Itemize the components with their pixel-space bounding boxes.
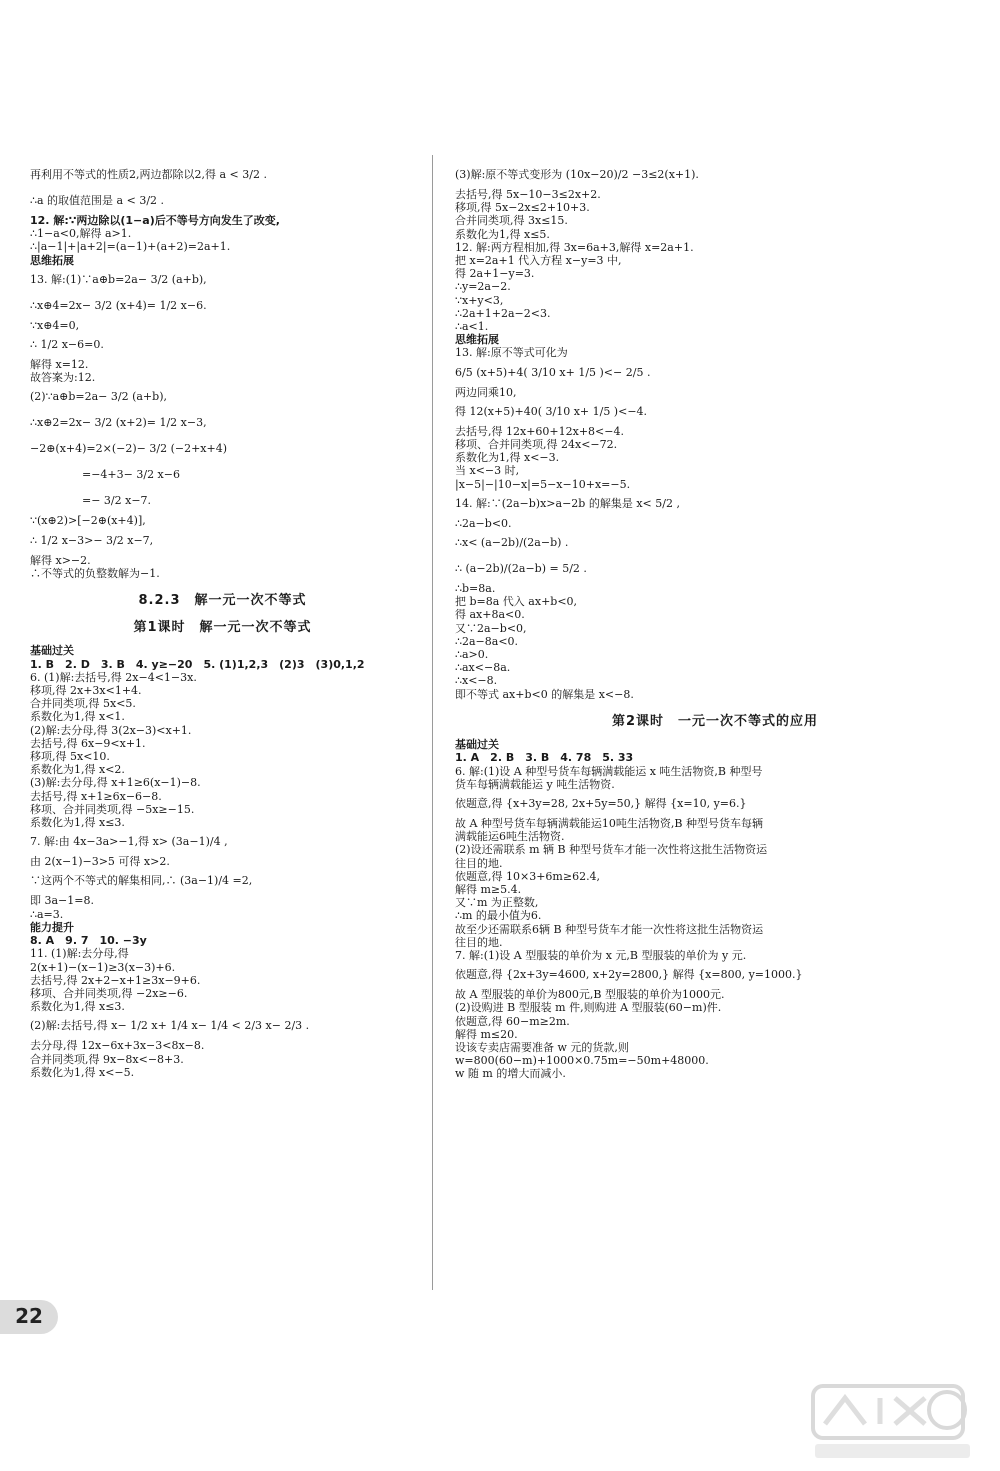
answer-line: 移项,得 5x<10. <box>30 750 110 764</box>
answer-line: 去括号,得 x+1≥6x−6−8. <box>30 789 162 803</box>
answer-line: 1. B 2. D 3. B 4. y≥−20 5. (1)1,2,3 (2)3 (3)0,1,2 <box>30 657 365 671</box>
answer-line: ∴不等式的负整数解为−1. <box>30 566 160 580</box>
answer-line: ∴a<1. <box>455 320 489 334</box>
answer-line: ∴2a−8a<0. <box>455 634 519 648</box>
answer-line: =−4+3− 3/2 x−6 <box>82 468 180 482</box>
lesson2-title: 第2课时 一元一次不等式的应用 <box>611 713 819 729</box>
answer-line: 移项、合并同类项,得 −5x≥−15. <box>30 802 195 816</box>
answer-line: 去括号,得 6x−9<x+1. <box>30 736 146 750</box>
answer-line: 系数化为1,得 x<1. <box>30 710 125 724</box>
answer-line: 12. 解:∵两边除以(1−a)后不等号方向发生了改变, <box>30 214 280 227</box>
answer-line: 解得 x=12. <box>30 358 89 372</box>
answer-line: 即 3a−1=8. <box>30 894 94 908</box>
answer-line: (2)设购进 B 型服装 m 件,则购进 A 型服装(60−m)件. <box>455 1001 722 1015</box>
answer-line: 6/5 (x+5)+4( 3/10 x+ 1/5 )<− 2/5 . <box>455 365 651 379</box>
answer-line: ∴2a−b<0. <box>455 516 512 530</box>
answer-line: 再利用不等式的性质2,两边都除以2,得 a < 3/2 . <box>30 168 267 181</box>
answer-line: ∴a 的取值范围是 a < 3/2 . <box>30 194 165 207</box>
answer-line: (3)解:去分母,得 x+1≥6(x−1)−8. <box>30 776 201 790</box>
answer-line: 移项、合并同类项,得 24x<−72. <box>455 438 618 452</box>
answer-line: 去括号,得 12x+60+12x+8<−4. <box>455 424 624 438</box>
answer-line: 1. A 2. B 3. B 4. 78 5. 33 <box>455 751 634 765</box>
watermark-icon <box>805 1380 980 1465</box>
answer-line: 货车每辆满载能运 y 吨生活物资. <box>455 777 615 791</box>
lesson1-answers <box>30 644 415 1078</box>
answer-line: 依题意,得 {x+3y=28, 2x+5y=50,} 解得 {x=10, y=6.} <box>455 796 747 810</box>
answer-line: 移项,得 2x+3x<1+4. <box>30 684 142 698</box>
answer-line: ∴x<−8. <box>455 674 498 688</box>
answer-line: 13. 解:(1)∵a⊕b=2a− 3/2 (a+b), <box>30 272 207 286</box>
answer-line: 又∵m 为正整数, <box>455 896 539 910</box>
answer-line: (3)解:原不等式变形为 (10x−20)/2 −3≤2(x+1). <box>455 168 699 181</box>
answer-line: ∵(x⊕2)>[−2⊕(x+4)], <box>30 514 146 528</box>
right-column <box>455 162 975 1081</box>
answer-line: 系数化为1,得 x≤5. <box>455 227 550 241</box>
answer-line: 思维拓展 <box>455 333 499 347</box>
answer-line: 解得 m≥5.4. <box>455 882 522 896</box>
lesson1-title: 第1课时 解一元一次不等式 <box>133 620 312 636</box>
answer-line: ∴x< (a−2b)/(2a−b) . <box>455 536 569 550</box>
answer-line: ∴a=3. <box>30 907 64 921</box>
answer-line: 合并同类项,得 9x−8x<−8+3. <box>30 1052 184 1066</box>
answer-line: 7. 解:由 4x−3a>−1,得 x> (3a−1)/4 , <box>30 835 228 849</box>
answer-line: 合并同类项,得 5x<5. <box>30 697 136 711</box>
answer-line: ∴x⊕2=2x− 3/2 (x+2)= 1/2 x−3, <box>30 416 207 430</box>
answer-line: 基础过关 <box>455 738 499 752</box>
answer-line: 基础过关 <box>30 644 74 658</box>
answer-line: 8. A 9. 7 10. −3y <box>30 934 147 948</box>
answer-line: 系数化为1,得 x<−5. <box>30 1065 135 1079</box>
answer-line: |x−5|−|10−x|=5−x−10+x=−5. <box>455 477 631 491</box>
answer-line: 6. 解:(1)设 A 种型号货车每辆满载能运 x 吨生活物资,B 种型号 <box>455 764 763 778</box>
answer-line: 思维拓展 <box>30 253 74 267</box>
answer-line: ∴y=2a−2. <box>455 280 511 294</box>
answer-line: ∴ax<−8a. <box>455 661 511 675</box>
answer-line: 14. 解:∵(2a−b)x>a−2b 的解集是 x< 5/2 , <box>455 496 680 510</box>
watermark-logo <box>805 1380 980 1465</box>
page-number: 22 <box>0 1300 58 1334</box>
answer-line: 依题意,得 {2x+3y=4600, x+2y=2800,} 解得 {x=800, y=1000.} <box>455 968 803 982</box>
answer-line: 故至少还需联系6辆 B 种型号货车才能一次性将这批生活物资运 <box>455 922 764 936</box>
answer-line: 得 ax+8a<0. <box>455 608 525 622</box>
answer-line: 设该专卖店需要准备 w 元的货款,则 <box>455 1040 629 1054</box>
answer-line: (2)解:去括号,得 x− 1/2 x+ 1/4 x− 1/4 < 2/3 x− 2/3 . <box>30 1019 310 1033</box>
answer-line: 故 A 种型号货车每辆满载能运10吨生活物资,B 种型号货车每辆 <box>455 816 764 830</box>
answer-line: ∵x+y<3, <box>455 293 504 307</box>
answer-line: 系数化为1,得 x<2. <box>30 763 125 777</box>
answer-line: 把 b=8a 代入 ax+b<0, <box>455 595 578 609</box>
answer-line: 依题意,得 10×3+6m≥62.4, <box>455 869 601 883</box>
answer-line: 两边同乘10, <box>455 385 517 399</box>
answer-line: 系数化为1,得 x≤3. <box>30 816 125 830</box>
answer-line: (2)∵a⊕b=2a− 3/2 (a+b), <box>30 390 167 404</box>
answer-line: 13. 解:原不等式可化为 <box>455 346 568 360</box>
column-divider <box>432 155 433 1290</box>
answer-line: 即不等式 ax+b<0 的解集是 x<−8. <box>455 687 634 701</box>
answer-line: 由 2(x−1)−3>5 可得 x>2. <box>30 855 170 869</box>
answer-line: 把 x=2a+1 代入方程 x−y=3 中, <box>455 254 622 268</box>
answer-line: 能力提升 <box>30 920 74 934</box>
lesson2-answers <box>455 738 975 1080</box>
answer-line: ∴1−a<0,解得 a>1. <box>30 227 132 241</box>
answer-line: 得 2a+1−y=3. <box>455 267 535 281</box>
answer-line: 7. 解:(1)设 A 型服装的单价为 x 元,B 型服装的单价为 y 元. <box>455 948 747 962</box>
answer-line: 6. (1)解:去括号,得 2x−4<1−3x. <box>30 670 197 684</box>
answer-line: =− 3/2 x−7. <box>82 494 152 508</box>
left-answers <box>30 162 415 580</box>
answer-line: 解得 x>−2. <box>30 553 91 567</box>
answer-line: 依题意,得 60−m≥2m. <box>455 1014 570 1028</box>
answer-line: 又∵2a−b<0, <box>455 621 527 635</box>
answer-line: 合并同类项,得 3x≤15. <box>455 214 568 228</box>
answer-line: ∵x⊕4=0, <box>30 318 80 332</box>
answer-line: 往目的地. <box>455 856 503 870</box>
answer-line: 解得 m≤20. <box>455 1027 518 1041</box>
answer-line: 去分母,得 12x−6x+3x−3<8x−8. <box>30 1039 205 1053</box>
answer-line: 移项,得 5x−2x≤2+10+3. <box>455 201 590 215</box>
answer-line: 满载能运6吨生活物资. <box>455 830 565 844</box>
answer-line: 得 12(x+5)+40( 3/10 x+ 1/5 )<−4. <box>455 404 648 418</box>
answer-line: ∴|a−1|+|a+2|=(a−1)+(a+2)=2a+1. <box>30 240 231 254</box>
answer-line: ∴ 1/2 x−6=0. <box>30 338 104 352</box>
answer-line: 故 A 型服装的单价为800元,B 型服装的单价为1000元. <box>455 988 725 1002</box>
answer-line: ∴x⊕4=2x− 3/2 (x+4)= 1/2 x−6. <box>30 298 207 312</box>
answer-line: ∴2a+1+2a−2<3. <box>455 306 551 320</box>
answer-line: w=800(60−m)+1000×0.75m=−50m+48000. <box>455 1054 709 1068</box>
answer-line: 故答案为:12. <box>30 371 96 385</box>
answer-line: 系数化为1,得 x≤3. <box>30 1000 125 1014</box>
answer-line: 往目的地. <box>455 935 503 949</box>
answer-line: (2)设还需联系 m 辆 B 种型号货车才能一次性将这批生活物资运 <box>455 843 768 857</box>
answer-line: (2)解:去分母,得 3(2x−3)<x+1. <box>30 723 192 737</box>
answer-line: 移项、合并同类项,得 −2x≥−6. <box>30 986 188 1000</box>
section-title: 8.2.3 解一元一次不等式 <box>138 593 307 609</box>
answer-line: ∴a>0. <box>455 648 489 662</box>
left-column <box>30 162 415 1079</box>
answer-line: 当 x<−3 时, <box>455 464 520 478</box>
answer-line: 去括号,得 5x−10−3≤2x+2. <box>455 188 601 201</box>
answer-line: ∴ 1/2 x−3>− 3/2 x−7, <box>30 533 154 547</box>
answer-line: 12. 解:两方程相加,得 3x=6a+3,解得 x=2a+1. <box>455 240 694 254</box>
answer-line: −2⊕(x+4)=2×(−2)− 3/2 (−2+x+4) <box>30 442 228 456</box>
answer-line: w 随 m 的增大而减小. <box>455 1067 566 1081</box>
answer-line: ∵这两个不等式的解集相同,∴ (3a−1)/4 =2, <box>30 874 253 888</box>
right-answers <box>455 162 975 701</box>
answer-line: 2(x+1)−(x−1)≥3(x−3)+6. <box>30 960 176 974</box>
answer-line: 去括号,得 2x+2−x+1≥3x−9+6. <box>30 973 201 987</box>
answer-line: ∴b=8a. <box>455 582 496 596</box>
answer-line: ∴m 的最小值为6. <box>455 909 542 923</box>
answer-line: 系数化为1,得 x<−3. <box>455 451 560 465</box>
answer-line: 11. (1)解:去分母,得 <box>30 947 129 961</box>
answer-line: ∴ (a−2b)/(2a−b) = 5/2 . <box>455 562 587 576</box>
